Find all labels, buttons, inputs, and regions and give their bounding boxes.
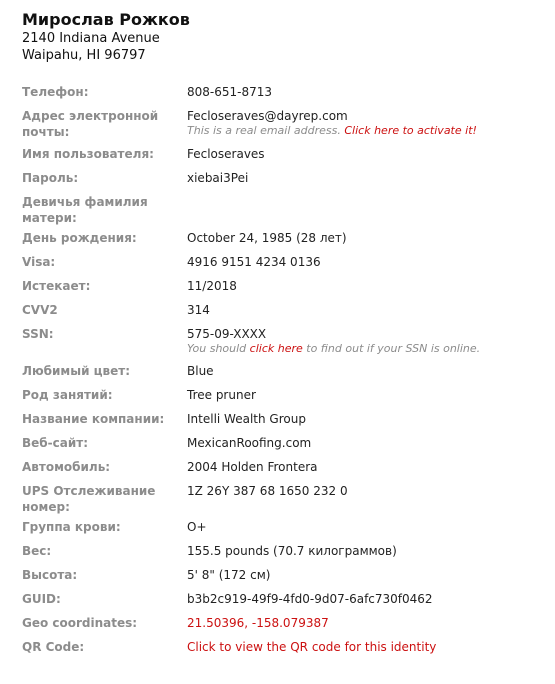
email-value: Fecloseraves@dayrep.com (187, 109, 348, 123)
username-label: Имя пользователя: (22, 147, 154, 161)
height-value: 5' 8" (172 см) (187, 568, 271, 582)
ssn-note-suffix: to find out if your SSN is online. (306, 342, 481, 355)
vehicle-value: 2004 Holden Frontera (187, 460, 318, 474)
ssn-check-link[interactable]: click here (249, 342, 303, 355)
qr-label: QR Code: (22, 640, 85, 654)
ssn-label: SSN: (22, 327, 54, 341)
ups-label: UPS Отслеживание номер: (22, 484, 156, 514)
vehicle-label: Автомобиль: (22, 460, 111, 474)
phone-value: 808-651-8713 (187, 85, 273, 99)
email-note-text: This is a real email address. (187, 124, 341, 137)
geo-label: Geo coordinates: (22, 616, 138, 630)
address-line-2: Waipahu, HI 96797 (22, 48, 146, 63)
geo-coordinates-link[interactable]: 21.50396, -158.079387 (187, 616, 329, 630)
visa-value: 4916 9151 4234 0136 (187, 255, 321, 269)
company-value: Intelli Wealth Group (187, 412, 306, 426)
maiden-name-label: Девичья фамилия матери: (22, 195, 148, 225)
password-value: xiebai3Pei (187, 171, 249, 185)
email-label: Адрес электронной почты: (22, 109, 159, 139)
ups-value: 1Z 26Y 387 68 1650 232 0 (187, 484, 348, 498)
weight-label: Вес: (22, 544, 52, 558)
address-line-1: 2140 Indiana Avenue (22, 31, 160, 46)
visa-label: Visa: (22, 255, 56, 269)
guid-label: GUID: (22, 592, 61, 606)
blood-value: O+ (187, 520, 207, 534)
password-label: Пароль: (22, 171, 79, 185)
occupation-value: Tree pruner (187, 388, 256, 402)
cvv2-value: 314 (187, 303, 210, 317)
birthday-label: День рождения: (22, 231, 137, 245)
color-value: Blue (187, 364, 214, 378)
ssn-value-block (187, 326, 547, 356)
username-value: Fecloseraves (187, 147, 265, 161)
person-name: Мирослав Рожков (22, 10, 190, 29)
birthday-value: October 24, 1985 (28 лет) (187, 231, 347, 245)
ssn-value: 575-09-XXXX (187, 327, 267, 341)
expires-label: Истекает: (22, 279, 91, 293)
cvv2-label: CVV2 (22, 303, 58, 317)
email-note (187, 124, 547, 138)
occupation-label: Род занятий: (22, 388, 113, 402)
weight-value: 155.5 pounds (70.7 килограммов) (187, 544, 397, 558)
email-value-block (187, 108, 547, 138)
expires-value: 11/2018 (187, 279, 237, 293)
website-label: Веб-сайт: (22, 436, 89, 450)
phone-label: Телефон: (22, 85, 89, 99)
guid-value: b3b2c919-49f9-4fd0-9d07-6afc730f0462 (187, 592, 433, 606)
color-label: Любимый цвет: (22, 364, 131, 378)
ssn-note (187, 342, 547, 356)
blood-label: Группа крови: (22, 520, 121, 534)
activate-email-link[interactable]: Click here to activate it! (344, 124, 477, 137)
ssn-note-prefix: You should (187, 342, 247, 355)
qr-code-link[interactable]: Click to view the QR code for this identity (187, 640, 437, 654)
height-label: Высота: (22, 568, 78, 582)
company-label: Название компании: (22, 412, 165, 426)
website-value: MexicanRoofing.com (187, 436, 312, 450)
